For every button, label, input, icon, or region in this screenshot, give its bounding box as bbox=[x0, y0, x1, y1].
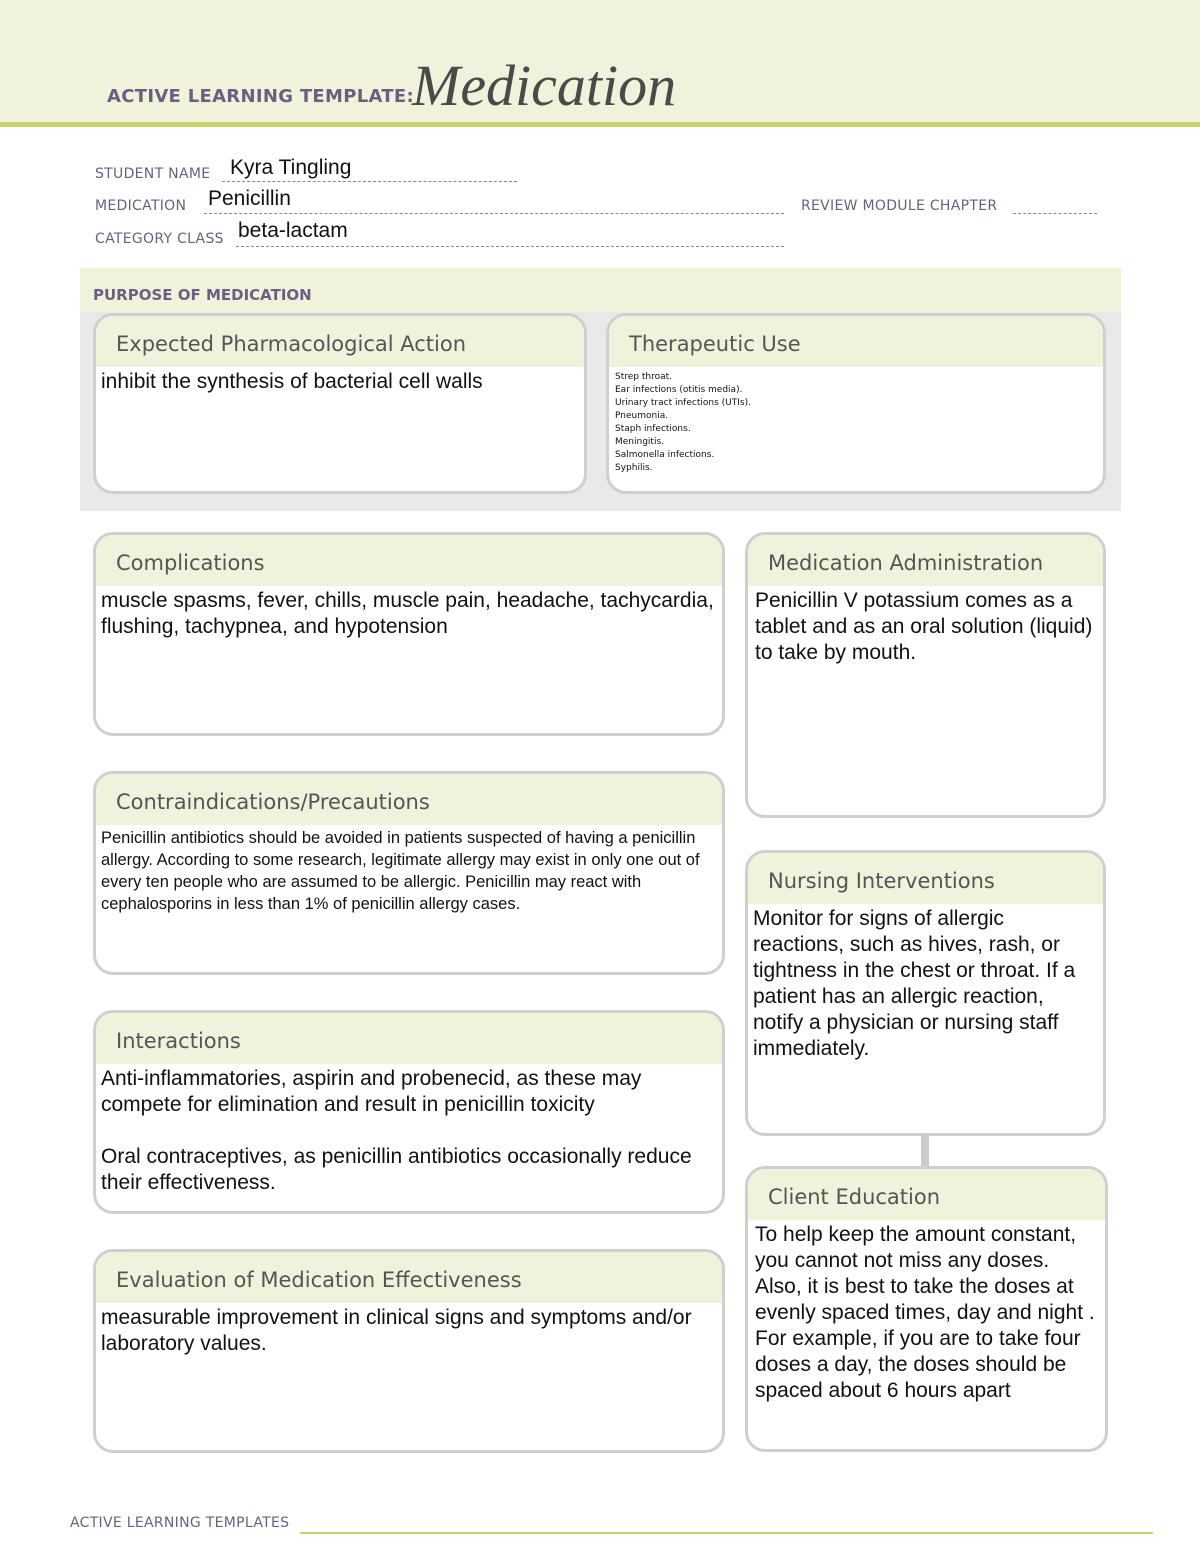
connector-bar bbox=[921, 1134, 929, 1166]
complications-text[interactable]: muscle spasms, fever, chills, muscle pain, headache, tachycardia, flushing, tachypnea, and hypotension bbox=[101, 589, 714, 638]
review-module-line bbox=[1013, 213, 1097, 214]
expected-action-title: Expected Pharmacological Action bbox=[96, 316, 584, 367]
therapeutic-use-title: Therapeutic Use bbox=[609, 316, 1103, 367]
interactions-paragraph-1: Anti-inflammatories, aspirin and probenecid, as these may compete for elimination and result in penicillin toxicity bbox=[101, 1067, 642, 1116]
medication-administration-box bbox=[745, 532, 1106, 818]
complications-box bbox=[93, 532, 725, 736]
list-item: Meningitis. bbox=[615, 437, 665, 447]
interactions-paragraph-2: Oral contraceptives, as penicillin antibiotics occasionally reduce their effectiveness. bbox=[101, 1145, 692, 1194]
medication-administration-text[interactable]: Penicillin V potassium comes as a tablet and as an oral solution (liquid) to take by mouth. bbox=[755, 589, 1093, 664]
nursing-interventions-box bbox=[745, 850, 1106, 1136]
therapeutic-use-list[interactable] bbox=[609, 367, 1103, 475]
list-item: Salmonella infections. bbox=[615, 450, 715, 460]
interactions-text[interactable] bbox=[96, 1064, 722, 1196]
purpose-label: PURPOSE OF MEDICATION bbox=[93, 286, 312, 304]
list-item: Staph infections. bbox=[615, 424, 691, 434]
contraindications-box bbox=[93, 771, 725, 975]
list-item: Strep throat. bbox=[615, 372, 673, 382]
client-education-text[interactable]: To help keep the amount constant, you cannot not miss any doses. Also, it is best to take the doses at evenly spaced times, day and night . For example, if you are to take four doses a day, the doses should be spaced about 6 hours apart bbox=[755, 1223, 1095, 1402]
student-name-field[interactable]: Kyra Tingling bbox=[230, 156, 352, 179]
expected-action-text[interactable]: inhibit the synthesis of bacterial cell walls bbox=[101, 370, 483, 393]
list-item: Syphilis. bbox=[615, 463, 653, 473]
page-title: Medication bbox=[412, 53, 677, 118]
footer-label: ACTIVE LEARNING TEMPLATES bbox=[70, 1515, 290, 1531]
student-name-line bbox=[222, 181, 517, 182]
student-name-label: STUDENT NAME bbox=[95, 166, 211, 182]
template-label: ACTIVE LEARNING TEMPLATE: bbox=[107, 86, 414, 107]
expected-action-box bbox=[93, 313, 587, 494]
contraindications-text[interactable]: Penicillin antibiotics should be avoided in patients suspected of having a penicillin allergy. According to some research, legitimate allergy may exist in only one out of every ten people who are assumed to be allergic. Penicillin may react with cephalosporins in less than 1% of penicillin allergy cases. bbox=[101, 829, 700, 913]
complications-title: Complications bbox=[96, 535, 722, 586]
evaluation-box bbox=[93, 1249, 725, 1453]
review-module-label: REVIEW MODULE CHAPTER bbox=[801, 198, 998, 214]
evaluation-title: Evaluation of Medication Effectiveness bbox=[96, 1252, 722, 1303]
list-item: Ear infections (otitis media). bbox=[615, 385, 743, 395]
medication-field[interactable]: Penicillin bbox=[208, 187, 291, 210]
nursing-interventions-text[interactable]: Monitor for signs of allergic reactions, such as hives, rash, or tightness in the chest or throat. If a patient has an allergic reaction, notify a physician or nursing staff immediately. bbox=[753, 907, 1076, 1060]
category-class-label: CATEGORY CLASS bbox=[95, 231, 224, 247]
list-item: Urinary tract infections (UTIs). bbox=[615, 398, 751, 408]
client-education-title: Client Education bbox=[748, 1169, 1105, 1220]
category-class-line bbox=[236, 246, 784, 247]
contraindications-title: Contraindications/Precautions bbox=[96, 774, 722, 825]
medication-label: MEDICATION bbox=[95, 198, 187, 214]
purpose-header bbox=[80, 268, 1121, 312]
footer-divider bbox=[300, 1532, 1153, 1534]
nursing-interventions-title: Nursing Interventions bbox=[748, 853, 1103, 904]
interactions-title: Interactions bbox=[96, 1013, 722, 1064]
header-divider bbox=[0, 122, 1200, 127]
therapeutic-use-box bbox=[606, 313, 1106, 494]
evaluation-text[interactable]: measurable improvement in clinical signs and symptoms and/or laboratory values. bbox=[101, 1306, 692, 1355]
category-class-field[interactable]: beta-lactam bbox=[238, 219, 348, 242]
medication-line bbox=[204, 213, 784, 214]
interactions-box bbox=[93, 1010, 725, 1214]
client-education-box bbox=[745, 1166, 1108, 1452]
medication-administration-title: Medication Administration bbox=[748, 535, 1103, 586]
list-item: Pneumonia. bbox=[615, 411, 669, 421]
